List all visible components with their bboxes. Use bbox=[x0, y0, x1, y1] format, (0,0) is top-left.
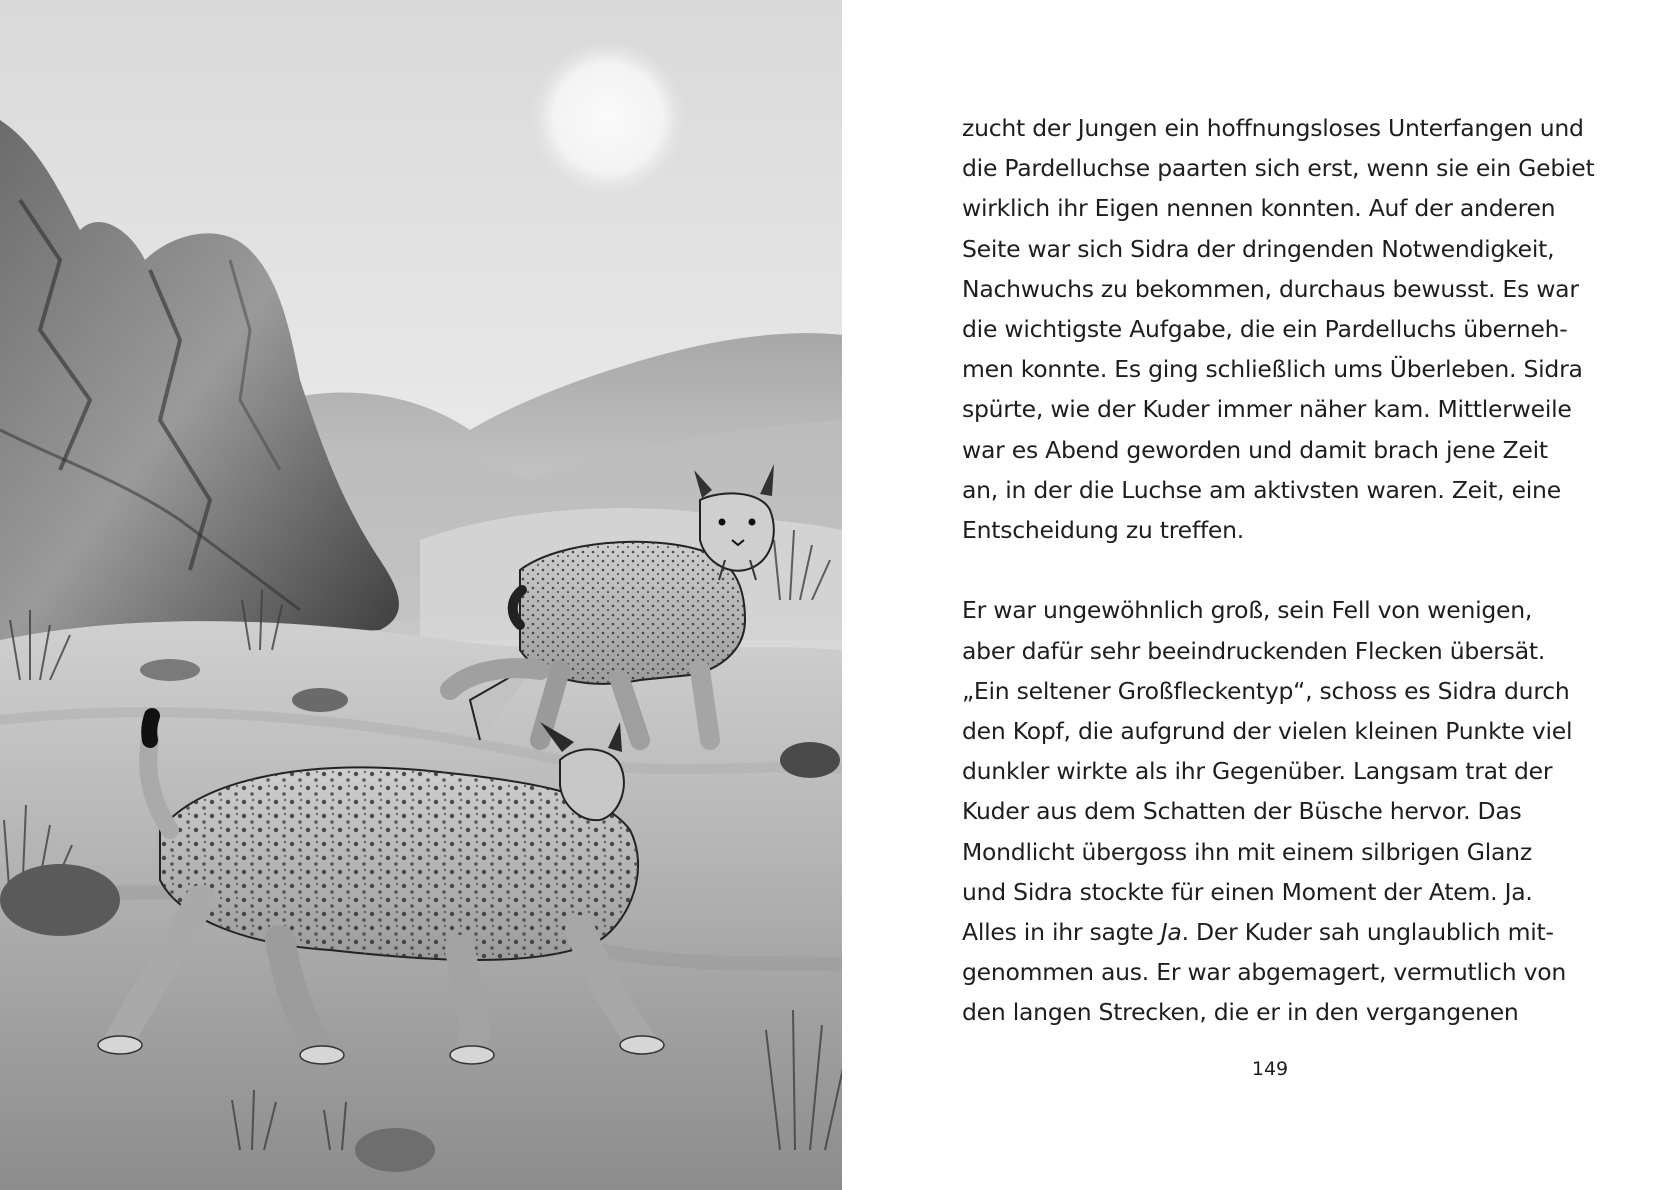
text-line: aber dafür sehr beeindruckenden Flecken übersät. bbox=[962, 636, 1546, 665]
text-line: den langen Strecken, die er in den vergangenen bbox=[962, 998, 1519, 1027]
text-line: die wichtigste Aufgabe, die ein Pardelluchs überneh- bbox=[962, 315, 1568, 344]
text-line: und Sidra stockte für einen Moment der Atem. Ja. bbox=[962, 877, 1533, 906]
text-line: wirklich ihr Eigen nennen konnten. Auf der anderen bbox=[962, 194, 1556, 223]
paragraph-2 bbox=[962, 590, 1582, 1032]
text-line: „Ein seltener Großfleckentyp“, schoss es Sidra durch bbox=[962, 676, 1570, 705]
body-text bbox=[962, 108, 1595, 1033]
text-line: an, in der die Luchse am aktivsten waren. Zeit, eine bbox=[962, 475, 1561, 504]
text-line: Kuder aus dem Schatten der Büsche hervor. Das bbox=[962, 797, 1522, 826]
text-line: Nachwuchs zu bekommen, durchaus bewusst. Es war bbox=[962, 274, 1579, 303]
page-number: 149 bbox=[1251, 1058, 1289, 1080]
text-line: spürte, wie der Kuder immer näher kam. Mittlerweile bbox=[962, 395, 1572, 424]
text-line: war es Abend geworden und damit brach jene Zeit bbox=[962, 435, 1548, 464]
text-line: genommen aus. Er war abgemagert, vermutlich von bbox=[962, 958, 1567, 987]
text-line: dunkler wirkte als ihr Gegenüber. Langsam trat der bbox=[962, 757, 1553, 786]
text-segment: . Der Kuder sah unglaublich mit- bbox=[1181, 918, 1554, 947]
text-line: men konnte. Es ging schließlich ums Überleben. Sidra bbox=[962, 355, 1583, 384]
text-line-mixed bbox=[962, 912, 1582, 952]
text-segment: Alles in ihr sagte bbox=[962, 918, 1154, 947]
text-line: Mondlicht übergoss ihn mit einem silbrigen Glanz bbox=[962, 837, 1532, 866]
moon-shape bbox=[530, 40, 686, 196]
text-line: Entscheidung zu treffen. bbox=[962, 516, 1244, 545]
text-line: Seite war sich Sidra der dringenden Notwendigkeit, bbox=[962, 234, 1555, 263]
paragraph-gap bbox=[962, 550, 1582, 590]
text-line: Er war ungewöhnlich groß, sein Fell von wenigen, bbox=[962, 596, 1533, 625]
text-line: die Pardelluchse paarten sich erst, wenn sie ein Gebiet bbox=[962, 154, 1595, 183]
text-line: den Kopf, die aufgrund der vielen kleinen Punkte viel bbox=[962, 717, 1573, 746]
right-page-text bbox=[842, 0, 1678, 1190]
paragraph-1 bbox=[962, 108, 1595, 550]
emphasis-text: Ja bbox=[1160, 918, 1182, 947]
text-line: zucht der Jungen ein hoffnungsloses Unterfangen und bbox=[962, 114, 1584, 142]
